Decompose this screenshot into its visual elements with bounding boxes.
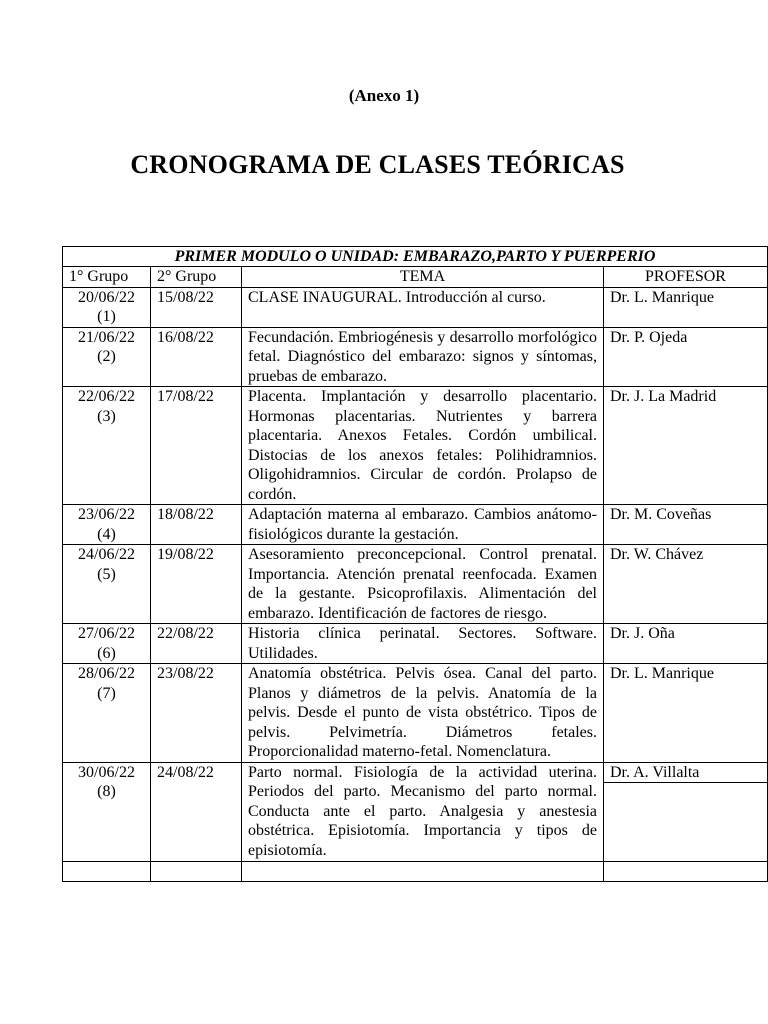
table-row bbox=[63, 762, 768, 861]
professor-cell: Dr. M. Coveñas bbox=[604, 505, 768, 545]
group2-date: 24/08/22 bbox=[151, 762, 242, 861]
empty-cell bbox=[151, 861, 242, 881]
group2-date: 15/08/22 bbox=[151, 287, 242, 327]
group1-date: 20/06/22 bbox=[78, 288, 135, 306]
group1-date: 23/06/22 bbox=[78, 506, 135, 523]
group2-date: 18/08/22 bbox=[151, 505, 242, 545]
group1-date: 27/06/22 bbox=[78, 625, 135, 642]
group1-cell bbox=[63, 505, 151, 545]
module-heading: PRIMER MODULO O UNIDAD: EMBARAZO,PARTO Y PUERPERIO bbox=[63, 247, 768, 267]
professor-cell bbox=[604, 762, 768, 861]
professor-cell: Dr. J. La Madrid bbox=[604, 387, 768, 505]
table-row bbox=[63, 664, 768, 763]
topic-cell: Historia clínica perinatal. Sectores. Software. Utilidades. bbox=[242, 624, 604, 664]
table-row bbox=[63, 287, 768, 327]
table-row bbox=[63, 327, 768, 387]
table-row bbox=[63, 624, 768, 664]
group1-header: 1° Grupo bbox=[63, 267, 151, 288]
class-number: (7) bbox=[97, 684, 116, 702]
topic-cell: Parto normal. Fisiología de la actividad uterina. Periodos del parto. Mecanismo del parto normal. Conducta ante el parto. Analgesia y anestesia obstétrica. Episiotomía. Importancia y tipos de episiotomía. bbox=[242, 762, 604, 861]
professor-cell: Dr. L. Manrique bbox=[604, 664, 768, 763]
group1-cell bbox=[63, 387, 151, 505]
topic-cell: Fecundación. Embriogénesis y desarrollo morfológico fetal. Diagnóstico del embarazo: signos y síntomas, pruebas de embarazo. bbox=[242, 327, 604, 387]
professor-name: Dr. A. Villalta bbox=[604, 763, 767, 783]
group1-cell bbox=[63, 624, 151, 664]
group2-date: 23/08/22 bbox=[151, 664, 242, 763]
group1-date: 21/06/22 bbox=[78, 328, 135, 346]
group1-cell bbox=[63, 762, 151, 861]
empty-cell bbox=[63, 861, 151, 881]
annex-label: (Anexo 1) bbox=[348, 86, 420, 105]
table-row bbox=[63, 505, 768, 545]
group1-date: 22/06/22 bbox=[78, 388, 135, 405]
professor-cell: Dr. P. Ojeda bbox=[604, 327, 768, 387]
professor-cell: Dr. J. Oña bbox=[604, 624, 768, 664]
empty-row bbox=[63, 861, 768, 881]
topic-cell: Anatomía obstétrica. Pelvis ósea. Canal del parto. Planos y diámetros de la pelvis. Anatomía de la pelvis. Desde el punto de vista obstétrico. Tipos de pelvis. Pelvimetría. Diámetros fetales. Proporcionalidad materno-fetal. Nomenclatura. bbox=[242, 664, 604, 763]
group2-date: 22/08/22 bbox=[151, 624, 242, 664]
class-number: (6) bbox=[97, 644, 116, 662]
class-number: (1) bbox=[97, 308, 116, 325]
class-number: (3) bbox=[97, 407, 116, 425]
professor-cell: Dr. W. Chávez bbox=[604, 545, 768, 624]
class-number: (8) bbox=[97, 783, 116, 800]
table-row bbox=[63, 545, 768, 624]
group1-cell bbox=[63, 327, 151, 387]
group1-cell bbox=[63, 664, 151, 763]
group1-cell bbox=[63, 287, 151, 327]
class-number: (2) bbox=[97, 348, 116, 365]
group2-date: 19/08/22 bbox=[151, 545, 242, 624]
group1-date: 28/06/22 bbox=[78, 665, 135, 682]
group2-date: 16/08/22 bbox=[151, 327, 242, 387]
empty-cell bbox=[604, 861, 768, 881]
empty-cell bbox=[242, 861, 604, 881]
topic-cell: Adaptación materna al embarazo. Cambios anátomo-fisiológicos durante la gestación. bbox=[242, 505, 604, 545]
professor-header: PROFESOR bbox=[604, 267, 768, 288]
group1-date: 24/06/22 bbox=[78, 546, 135, 563]
table-row bbox=[63, 387, 768, 505]
class-number: (4) bbox=[97, 525, 116, 543]
class-number: (5) bbox=[97, 565, 116, 583]
professor-cell: Dr. L. Manrique bbox=[604, 287, 768, 327]
professor-empty-subcell bbox=[604, 783, 767, 861]
header-row bbox=[63, 267, 768, 288]
group1-date: 30/06/22 bbox=[78, 763, 135, 781]
schedule-table bbox=[62, 246, 768, 882]
page-title: CRONOGRAMA DE CLASES TEÓRICAS bbox=[130, 150, 625, 179]
group1-cell bbox=[63, 545, 151, 624]
topic-cell: CLASE INAUGURAL. Introducción al curso. bbox=[242, 287, 604, 327]
topic-cell: Asesoramiento preconcepcional. Control prenatal. Importancia. Atención prenatal reenfocada. Examen de la gestante. Psicoprofilaxis. Alimentación del embarazo. Identificación de factores de riesgo. bbox=[242, 545, 604, 624]
group2-header: 2° Grupo bbox=[151, 267, 242, 288]
group2-date: 17/08/22 bbox=[151, 387, 242, 505]
topic-cell: Placenta. Implantación y desarrollo placentario. Hormonas placentarias. Nutrientes y barrera placentaria. Anexos Fetales. Cordón umbilical. Distocias de los anexos fetales: Polihidramnios. Oligohidramnios. Circular de cordón. Prolapso de cordón. bbox=[242, 387, 604, 505]
topic-header: TEMA bbox=[242, 267, 604, 288]
